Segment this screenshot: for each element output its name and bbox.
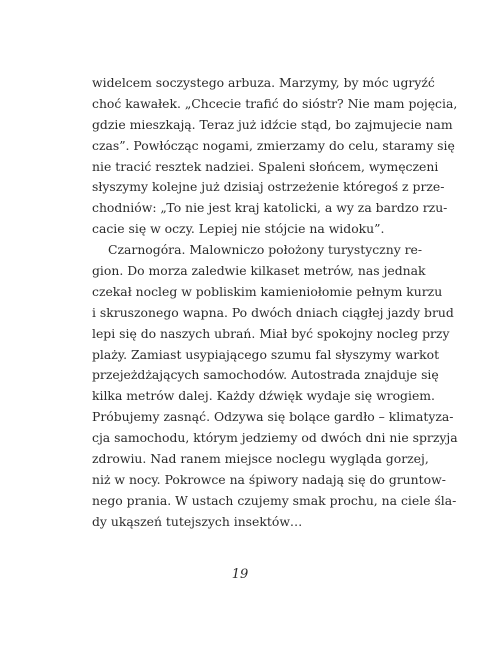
text-line: lepi się do naszych ubrań. Miał być spokojny nocleg przy [92,325,450,341]
text-line: zdrowiu. Nad ranem miejsce noclegu wygląda gorzej, [92,451,429,467]
text-line: przejeżdżających samochodów. Autostrada znajduje się [92,367,439,383]
text-line: dy ukąszeń tutejszych insektów… [92,513,303,529]
text-line: i skruszonego wapna. Po dwóch dniach ciągłej jazdy brud [92,304,454,320]
text-line: cja samochodu, którym jedziemy od dwóch dni nie sprzyja [92,430,458,446]
text-line: kilka metrów dalej. Każdy dźwięk wydaje się wrogiem. [92,388,435,404]
text-line: plaży. Zamiast usypiającego szumu fal słyszymy warkot [92,346,440,362]
text-line: choć kawałek. „Chcecie trafić do sióstr? Nie mam pojęcia, [92,95,458,111]
text-line: gdzie mieszkają. Teraz już idźcie stąd, bo zajmujecie nam [92,116,453,132]
paragraph-2 [92,240,458,532]
text-line: chodniów: „To nie jest kraj katolicki, a wy za bardzo rzu- [92,200,448,216]
text-line: Czarnogóra. Malowniczo położony turystyczny re- [108,242,423,258]
body-text [92,73,458,533]
paragraph-1 [92,73,458,240]
text-line: słyszymy kolejne już dzisiaj ostrzeżenie któregoś z prze- [92,179,445,195]
text-line: widelcem soczystego arbuza. Marzymy, by móc ugryźć [92,75,435,90]
page-number: 19 [231,567,249,582]
text-line: nego prania. W ustach czujemy smak prochu, na ciele śla- [92,492,457,508]
text-line: cacie się w oczy. Lepiej nie stójcie na widoku”. [92,221,385,237]
text-line: gion. Do morza zaledwie kilkaset metrów, nas jednak [92,263,426,279]
text-line: czas”. Powłócząc nogami, zmierzamy do celu, staramy się [92,137,455,153]
text-line: niż w nocy. Pokrowce na śpiwory nadają się do gruntow- [92,471,446,487]
text-line: Próbujemy zasnąć. Odzywa się bolące gardło – klimatyza- [92,409,454,425]
text-line: czekał nocleg w pobliskim kamieniołomie pełnym kurzu [92,283,443,299]
text-line: nie tracić resztek nadziei. Spaleni słońcem, wymęczeni [92,158,439,174]
